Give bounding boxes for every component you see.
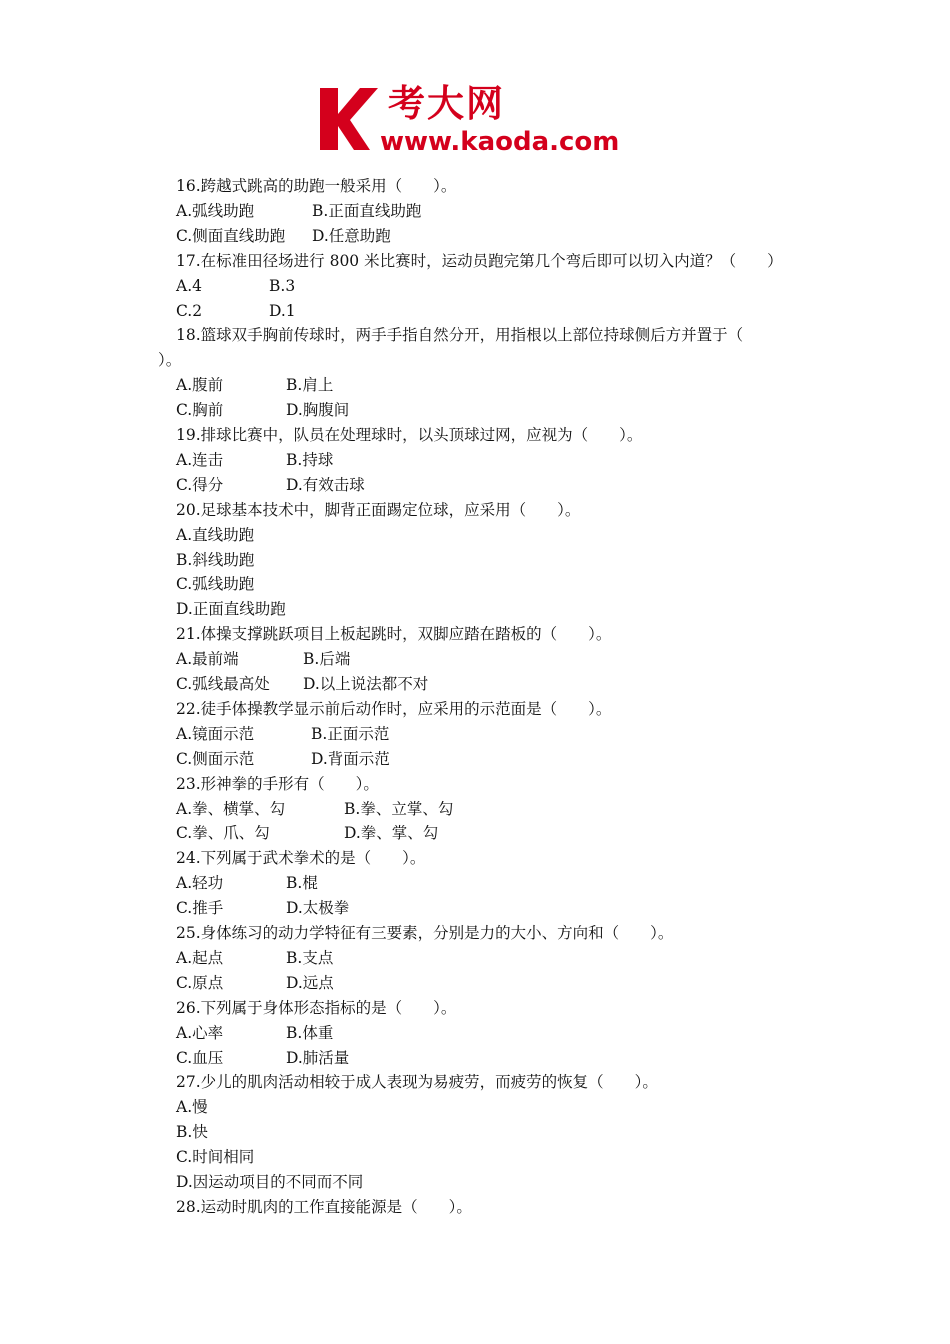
option-item: B.正面直线助跑 xyxy=(312,201,422,220)
question-text: 26.下列属于身体形态指标的是（ ）。 xyxy=(176,998,457,1017)
question-text: 24.下列属于武术拳术的是（ ）。 xyxy=(176,849,426,868)
option-item: A.轻功 xyxy=(176,874,224,893)
option-item: A.心率 xyxy=(176,1023,224,1042)
option-item: C.侧面直线助跑 xyxy=(176,226,286,245)
option-item: C.血压 xyxy=(176,1048,224,1067)
logo-url-text: www.kaoda.com xyxy=(380,127,620,157)
option-item: B.快 xyxy=(176,1123,208,1142)
option-item: B.棍 xyxy=(286,874,318,893)
option-item: B.3 xyxy=(269,276,296,295)
option-item: A.起点 xyxy=(176,948,224,967)
option-item: C.2 xyxy=(176,301,203,320)
option-item: B.肩上 xyxy=(286,376,334,395)
option-item: D.因运动项目的不同而不同 xyxy=(176,1173,364,1191)
option-item: C.胸前 xyxy=(176,401,224,420)
option-item: B.体重 xyxy=(286,1023,334,1042)
question-text: 17.在标准田径场进行 800 米比赛时，运动员跑完第几个弯后即可以切入内道？（ ） xyxy=(176,251,783,270)
question-text-continuation: ）。 xyxy=(158,351,182,370)
question-text: 22.徒手体操教学显示前后动作时，应采用的示范面是（ ）。 xyxy=(176,699,612,718)
question-text: 21.体操支撑跳跃项目上板起跳时，双脚应踏在踏板的（ ）。 xyxy=(176,625,612,644)
option-item: D.胸腹间 xyxy=(286,401,350,420)
option-item: D.1 xyxy=(269,301,296,320)
option-item: D.以上说法都不对 xyxy=(303,675,429,693)
option-item: C.时间相同 xyxy=(176,1148,255,1167)
question-text: 19.排球比赛中，队员在处理球时，以头顶球过网，应视为（ ）。 xyxy=(176,426,643,444)
option-item: C.弧线最高处 xyxy=(176,675,270,693)
option-item: D.任意助跑 xyxy=(312,226,391,245)
option-item: A.最前端 xyxy=(176,650,239,669)
option-item: D.太极拳 xyxy=(286,899,350,918)
question-text: 28.运动时肌肉的工作直接能源是（ ）。 xyxy=(176,1197,472,1216)
option-item: A.慢 xyxy=(176,1098,208,1117)
option-item: B.拳、立掌、勾 xyxy=(344,799,454,818)
option-item: C.得分 xyxy=(176,475,224,494)
option-item: C.拳、爪、勾 xyxy=(176,824,270,843)
option-item: D.有效击球 xyxy=(286,475,365,494)
option-item: A.镜面示范 xyxy=(176,724,255,743)
question-text: 25.身体练习的动力学特征有三要素，分别是力的大小、方向和（ ）。 xyxy=(176,924,674,942)
option-item: D.背面示范 xyxy=(311,749,390,768)
option-item: A.直线助跑 xyxy=(176,525,255,544)
option-item: B.斜线助跑 xyxy=(176,550,255,569)
question-text: 16.跨越式跳高的助跑一般采用（ ）。 xyxy=(176,177,457,195)
option-item: D.肺活量 xyxy=(286,1048,350,1067)
option-item: B.正面示范 xyxy=(311,724,390,743)
option-item: B.持球 xyxy=(286,450,334,469)
option-item: C.原点 xyxy=(176,973,224,992)
option-item: D.拳、掌、勾 xyxy=(344,824,439,843)
option-item: B.支点 xyxy=(286,948,334,967)
question-text: 20.足球基本技术中，脚背正面踢定位球，应采用（ ）。 xyxy=(176,500,581,519)
option-item: D.正面直线助跑 xyxy=(176,600,286,619)
option-item: A.连击 xyxy=(176,450,224,469)
option-item: A.拳、横掌、勾 xyxy=(176,799,286,818)
logo-brand-text: 考大网 xyxy=(388,82,505,125)
option-item: A.4 xyxy=(176,276,202,295)
option-item: C.推手 xyxy=(176,899,224,918)
option-item: C.侧面示范 xyxy=(176,749,255,768)
option-item: A.弧线助跑 xyxy=(176,201,255,220)
kaoda-logo xyxy=(318,82,638,160)
option-item: A.腹前 xyxy=(176,376,224,395)
k-logo-icon xyxy=(318,86,380,152)
option-item: D.远点 xyxy=(286,973,334,992)
option-item: C.弧线助跑 xyxy=(176,575,255,594)
question-text: 23.形神拳的手形有（ ）。 xyxy=(176,774,379,793)
option-item: B.后端 xyxy=(303,650,351,669)
question-text: 18.篮球双手胸前传球时，两手手指自然分开，用指根以上部位持球侧后方并置于（ xyxy=(176,326,744,345)
question-text: 27.少儿的肌肉活动相较于成人表现为易疲劳，而疲劳的恢复（ ）。 xyxy=(176,1073,658,1092)
